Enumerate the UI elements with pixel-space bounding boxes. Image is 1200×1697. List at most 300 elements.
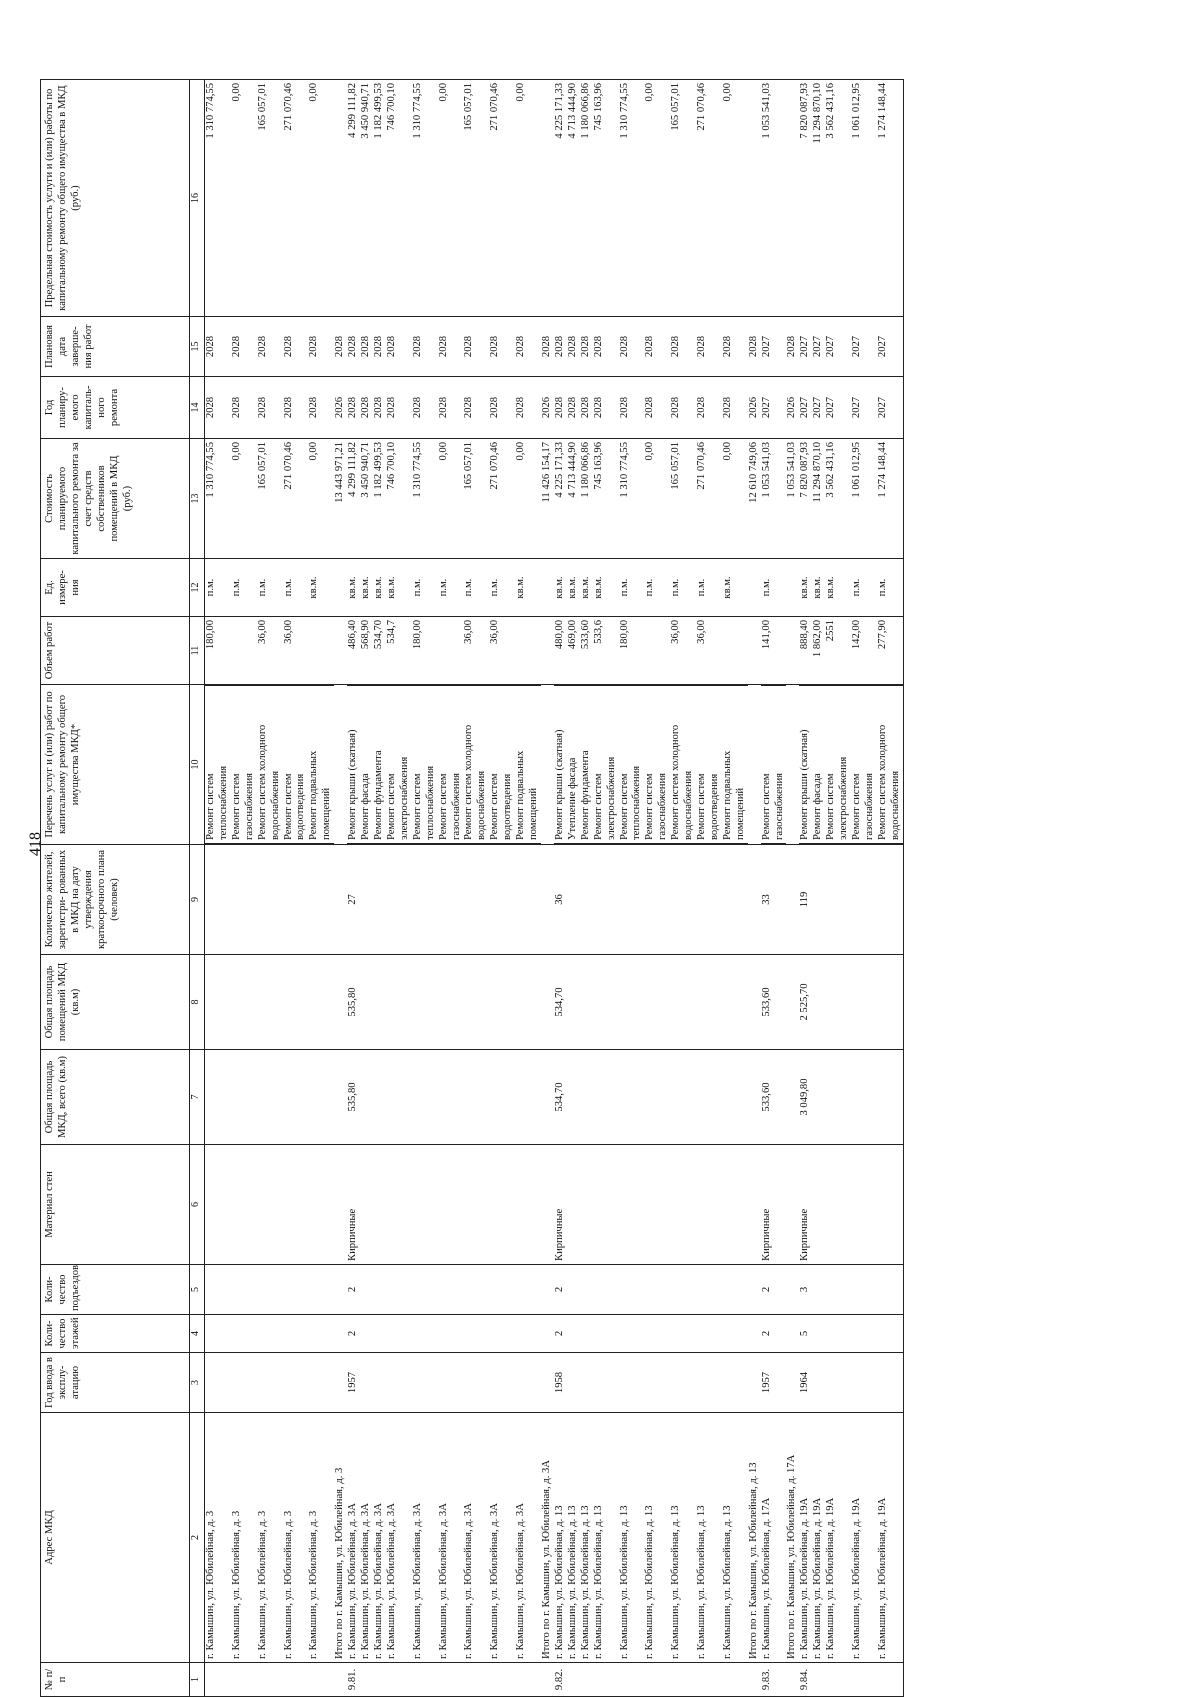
year-built-cell: [412, 1353, 438, 1413]
repair-cost-cell: 1 310 774,55: [205, 439, 231, 559]
column-header: Объем работ: [41, 617, 190, 685]
total-area-cell: [334, 1050, 347, 1145]
unit-cell: кв.м.: [580, 559, 593, 617]
work-volume-cell: 141,00: [761, 617, 787, 685]
repair-cost-cell: 0,00: [438, 439, 464, 559]
plan-year-cell: 2028: [463, 377, 489, 439]
repair-cost-cell: 0,00: [644, 439, 670, 559]
row-number: [489, 1663, 515, 1697]
work-type-cell: Ремонт подвальных помещений: [515, 685, 541, 844]
year-built-cell: [373, 1353, 386, 1413]
residents-cell: [670, 845, 696, 955]
premises-area-cell: [515, 955, 541, 1050]
end-date-cell: 2028: [360, 317, 373, 377]
wall-material-cell: [851, 1145, 877, 1265]
limit-cost-cell: 1 053 541,03: [761, 80, 787, 317]
column-number: 14: [190, 377, 205, 439]
end-date-cell: 2028: [786, 317, 799, 377]
plan-year-cell: 2028: [386, 377, 412, 439]
address-cell: г. Камышин, ул. Юбилейная, д. 3: [257, 1413, 283, 1663]
entrances-cell: [386, 1265, 412, 1315]
address-cell: Итого по г. Камышин, ул. Юбилейная, д. 17А: [786, 1413, 799, 1663]
address-cell: г. Камышин, ул. Юбилейная, д. 13: [567, 1413, 580, 1663]
end-date-cell: 2028: [580, 317, 593, 377]
year-built-cell: [825, 1353, 851, 1413]
column-header: Общая площадь МКД, всего (кв.м): [41, 1050, 190, 1145]
unit-cell: [786, 559, 799, 617]
entrances-cell: [877, 1265, 904, 1315]
row-number: [825, 1663, 851, 1697]
floors-cell: [463, 1315, 489, 1353]
residents-cell: 36: [554, 845, 567, 955]
entrances-cell: [748, 1265, 761, 1315]
premises-area-cell: [283, 955, 309, 1050]
unit-cell: кв.м.: [593, 559, 619, 617]
column-header: Коли- чество подъездов: [41, 1265, 190, 1315]
premises-area-cell: [308, 955, 334, 1050]
limit-cost-cell: 0,00: [308, 80, 334, 317]
premises-area-cell: [696, 955, 722, 1050]
unit-cell: кв.м.: [347, 559, 360, 617]
row-number: 9.82.: [554, 1663, 567, 1697]
repair-cost-cell: 4 225 171,33: [554, 439, 567, 559]
repair-cost-cell: 0,00: [231, 439, 257, 559]
repair-cost-cell: 746 700,10: [386, 439, 412, 559]
unit-cell: кв.м.: [360, 559, 373, 617]
floors-cell: [580, 1315, 593, 1353]
end-date-cell: 2027: [851, 317, 877, 377]
residents-cell: [696, 845, 722, 955]
repair-cost-cell: 0,00: [515, 439, 541, 559]
end-date-cell: 2028: [308, 317, 334, 377]
residents-cell: [644, 845, 670, 955]
residents-cell: [283, 845, 309, 955]
total-area-cell: [231, 1050, 257, 1145]
premises-area-cell: [489, 955, 515, 1050]
entrances-cell: [786, 1265, 799, 1315]
unit-cell: п.м.: [619, 559, 645, 617]
unit-cell: кв.м.: [373, 559, 386, 617]
address-cell: г. Камышин, ул. Юбилейная, д. 19А: [812, 1413, 825, 1663]
residents-cell: [851, 845, 877, 955]
unit-cell: кв.м.: [515, 559, 541, 617]
limit-cost-cell: 3 450 940,71: [360, 80, 373, 317]
column-header: Общая площадь помещений МКД (кв.м): [41, 955, 190, 1050]
wall-material-cell: [386, 1145, 412, 1265]
work-type-cell: Утепление фасада: [567, 685, 580, 844]
unit-cell: кв.м.: [308, 559, 334, 617]
work-type-cell: Ремонт систем теплоснабжения: [412, 685, 438, 844]
entrances-cell: 2: [554, 1265, 567, 1315]
year-built-cell: [851, 1353, 877, 1413]
work-volume-cell: 36,00: [489, 617, 515, 685]
wall-material-cell: [463, 1145, 489, 1265]
total-area-cell: [308, 1050, 334, 1145]
repair-cost-cell: 11 294 870,10: [812, 439, 825, 559]
premises-area-cell: [825, 955, 851, 1050]
row-number: [696, 1663, 722, 1697]
address-cell: г. Камышин, ул. Юбилейная, д. 3: [283, 1413, 309, 1663]
work-type-cell: Ремонт фасада: [812, 685, 825, 844]
table-row: [670, 80, 696, 1697]
limit-cost-cell: 165 057,01: [670, 80, 696, 317]
work-type-cell: Ремонт систем газоснабжения: [231, 685, 257, 844]
residents-cell: [748, 845, 761, 955]
limit-cost-cell: 1 182 499,53: [373, 80, 386, 317]
table-row: [515, 80, 541, 1697]
residents-cell: [360, 845, 373, 955]
year-built-cell: [567, 1353, 580, 1413]
plan-year-cell: 2028: [696, 377, 722, 439]
work-volume-cell: 534,70: [373, 617, 386, 685]
end-date-cell: 2028: [670, 317, 696, 377]
row-number: [257, 1663, 283, 1697]
column-number: 4: [190, 1315, 205, 1353]
limit-cost-cell: 4 713 444,90: [567, 80, 580, 317]
limit-cost-cell: 1 180 066,86: [580, 80, 593, 317]
total-area-cell: [580, 1050, 593, 1145]
premises-area-cell: [373, 955, 386, 1050]
repair-cost-cell: 13 443 971,21: [334, 439, 347, 559]
row-number: [412, 1663, 438, 1697]
address-cell: г. Камышин, ул. Юбилейная, д. 19А: [799, 1413, 812, 1663]
work-volume-cell: 1 862,00: [812, 617, 825, 685]
entrances-cell: [360, 1265, 373, 1315]
premises-area-cell: [670, 955, 696, 1050]
table-row: [412, 80, 438, 1697]
unit-cell: п.м.: [761, 559, 787, 617]
premises-area-cell: 534,70: [554, 955, 567, 1050]
end-date-cell: 2028: [541, 317, 554, 377]
unit-cell: [334, 559, 347, 617]
premises-area-cell: [567, 955, 580, 1050]
premises-area-cell: [619, 955, 645, 1050]
column-number: 10: [190, 685, 205, 845]
entrances-cell: [373, 1265, 386, 1315]
floors-cell: 2: [347, 1315, 360, 1353]
limit-cost-cell: 1 310 774,55: [412, 80, 438, 317]
column-header: Перечень услуг и (или) работ по капитальному ремонту общего имущества МКД*: [41, 685, 190, 845]
unit-cell: кв.м.: [386, 559, 412, 617]
unit-cell: п.м.: [283, 559, 309, 617]
row-number: 9.84.: [799, 1663, 812, 1697]
year-built-cell: [786, 1353, 799, 1413]
premises-area-cell: [877, 955, 904, 1050]
repair-cost-cell: 3 562 431,16: [825, 439, 851, 559]
row-number: [515, 1663, 541, 1697]
unit-cell: п.м.: [205, 559, 231, 617]
floors-cell: [308, 1315, 334, 1353]
work-type-cell: Ремонт систем теплоснабжения: [619, 685, 645, 844]
work-volume-cell: 568,90: [360, 617, 373, 685]
unit-cell: п.м.: [877, 559, 904, 617]
column-number: 9: [190, 845, 205, 955]
table-row: [334, 80, 347, 1697]
row-number: [463, 1663, 489, 1697]
unit-cell: кв.м.: [554, 559, 567, 617]
total-area-cell: [877, 1050, 904, 1145]
table-body: [205, 80, 904, 1697]
limit-cost-cell: 1 061 012,95: [851, 80, 877, 317]
row-number: [308, 1663, 334, 1697]
address-cell: г. Камышин, ул. Юбилейная, д. 13: [580, 1413, 593, 1663]
entrances-cell: [438, 1265, 464, 1315]
wall-material-cell: [567, 1145, 580, 1265]
entrances-cell: [283, 1265, 309, 1315]
floors-cell: 2: [554, 1315, 567, 1353]
repair-cost-cell: 271 070,46: [696, 439, 722, 559]
wall-material-cell: [748, 1145, 761, 1265]
wall-material-cell: [412, 1145, 438, 1265]
limit-cost-cell: [748, 80, 761, 317]
wall-material-cell: [541, 1145, 554, 1265]
unit-cell: п.м.: [231, 559, 257, 617]
row-number: [722, 1663, 748, 1697]
address-cell: Итого по г. Камышин, ул. Юбилейная, д. 3А: [541, 1413, 554, 1663]
year-built-cell: [438, 1353, 464, 1413]
premises-area-cell: [644, 955, 670, 1050]
row-number: [386, 1663, 412, 1697]
limit-cost-cell: 271 070,46: [696, 80, 722, 317]
unit-cell: п.м.: [438, 559, 464, 617]
premises-area-cell: [334, 955, 347, 1050]
column-number: 13: [190, 439, 205, 559]
floors-cell: [670, 1315, 696, 1353]
floors-cell: [412, 1315, 438, 1353]
repair-cost-cell: 165 057,01: [463, 439, 489, 559]
residents-cell: [463, 845, 489, 955]
premises-area-cell: [786, 955, 799, 1050]
residents-cell: [334, 845, 347, 955]
year-built-cell: [541, 1353, 554, 1413]
limit-cost-cell: 165 057,01: [463, 80, 489, 317]
unit-cell: кв.м.: [722, 559, 748, 617]
column-number: 7: [190, 1050, 205, 1145]
wall-material-cell: [308, 1145, 334, 1265]
entrances-cell: [567, 1265, 580, 1315]
work-volume-cell: [541, 617, 554, 685]
residents-cell: [515, 845, 541, 955]
end-date-cell: 2028: [386, 317, 412, 377]
total-area-cell: [515, 1050, 541, 1145]
work-volume-cell: 469,00: [567, 617, 580, 685]
total-area-cell: [825, 1050, 851, 1145]
year-built-cell: [205, 1353, 231, 1413]
column-header: Адрес МКД: [41, 1413, 190, 1663]
year-built-cell: [644, 1353, 670, 1413]
entrances-cell: [541, 1265, 554, 1315]
work-type-cell: Ремонт систем электроснабжения: [593, 685, 619, 844]
work-type-cell: Ремонт систем холодного водоснабжения: [463, 685, 489, 844]
repair-cost-cell: 4 713 444,90: [567, 439, 580, 559]
work-type-cell: Ремонт подвальных помещений: [722, 685, 748, 844]
plan-year-cell: 2026: [786, 377, 799, 439]
year-built-cell: [812, 1353, 825, 1413]
total-area-cell: [696, 1050, 722, 1145]
floors-cell: [205, 1315, 231, 1353]
end-date-cell: 2028: [696, 317, 722, 377]
work-type-cell: Ремонт фундамента: [373, 685, 386, 844]
capital-repair-table: [40, 79, 904, 1697]
column-number: 1: [190, 1663, 205, 1697]
address-cell: г. Камышин, ул. Юбилейная, д. 3: [308, 1413, 334, 1663]
limit-cost-cell: 0,00: [231, 80, 257, 317]
column-number: 3: [190, 1353, 205, 1413]
plan-year-cell: 2028: [580, 377, 593, 439]
plan-year-cell: 2026: [541, 377, 554, 439]
work-volume-cell: 36,00: [257, 617, 283, 685]
year-built-cell: [386, 1353, 412, 1413]
address-cell: г. Камышин, ул. Юбилейная, д. 3А: [360, 1413, 373, 1663]
table-row: [786, 80, 799, 1697]
row-number: [619, 1663, 645, 1697]
floors-cell: [644, 1315, 670, 1353]
entrances-cell: 2: [761, 1265, 787, 1315]
plan-year-cell: 2027: [812, 377, 825, 439]
floors-cell: [812, 1315, 825, 1353]
end-date-cell: 2028: [373, 317, 386, 377]
work-type-cell: Ремонт систем водоотведения: [489, 685, 515, 844]
wall-material-cell: [696, 1145, 722, 1265]
entrances-cell: [515, 1265, 541, 1315]
plan-year-cell: 2028: [373, 377, 386, 439]
column-header: Ед. измере- ния: [41, 559, 190, 617]
row-number: [360, 1663, 373, 1697]
premises-area-cell: [722, 955, 748, 1050]
row-number: [283, 1663, 309, 1697]
residents-cell: [812, 845, 825, 955]
entrances-cell: [696, 1265, 722, 1315]
table-row: [799, 80, 812, 1697]
work-type-cell: Ремонт систем теплоснабжения: [205, 685, 231, 844]
unit-cell: кв.м.: [567, 559, 580, 617]
end-date-cell: 2028: [489, 317, 515, 377]
entrances-cell: [489, 1265, 515, 1315]
row-number: 9.83.: [761, 1663, 787, 1697]
floors-cell: [748, 1315, 761, 1353]
column-header: Материал стен: [41, 1145, 190, 1265]
work-volume-cell: 277,90: [877, 617, 904, 685]
address-cell: г. Камышин, ул. Юбилейная, д. 3А: [489, 1413, 515, 1663]
total-area-cell: [463, 1050, 489, 1145]
total-area-cell: [644, 1050, 670, 1145]
total-area-cell: [541, 1050, 554, 1145]
end-date-cell: 2027: [799, 317, 812, 377]
repair-cost-cell: 4 299 111,82: [347, 439, 360, 559]
limit-cost-cell: 3 562 431,16: [825, 80, 851, 317]
total-area-cell: [593, 1050, 619, 1145]
column-number: 5: [190, 1265, 205, 1315]
wall-material-cell: [786, 1145, 799, 1265]
row-number: [438, 1663, 464, 1697]
address-cell: г. Камышин, ул. Юбилейная, д. 3: [231, 1413, 257, 1663]
limit-cost-cell: 7 820 087,93: [799, 80, 812, 317]
total-area-cell: 533,60: [761, 1050, 787, 1145]
premises-area-cell: [386, 955, 412, 1050]
table-row: [360, 80, 373, 1697]
unit-cell: п.м.: [670, 559, 696, 617]
year-built-cell: [619, 1353, 645, 1413]
header-row: [41, 80, 190, 1697]
plan-year-cell: 2028: [554, 377, 567, 439]
row-number: [567, 1663, 580, 1697]
wall-material-cell: [812, 1145, 825, 1265]
total-area-cell: 535,80: [347, 1050, 360, 1145]
floors-cell: [386, 1315, 412, 1353]
repair-cost-cell: 1 061 012,95: [851, 439, 877, 559]
address-cell: г. Камышин, ул. Юбилейная, д. 13: [670, 1413, 696, 1663]
table-row: [593, 80, 619, 1697]
residents-cell: [386, 845, 412, 955]
work-volume-cell: 2551: [825, 617, 851, 685]
premises-area-cell: [593, 955, 619, 1050]
total-area-cell: [567, 1050, 580, 1145]
plan-year-cell: 2028: [644, 377, 670, 439]
repair-cost-cell: 1 310 774,55: [619, 439, 645, 559]
floors-cell: [438, 1315, 464, 1353]
wall-material-cell: [670, 1145, 696, 1265]
work-volume-cell: [515, 617, 541, 685]
premises-area-cell: [463, 955, 489, 1050]
plan-year-cell: 2028: [670, 377, 696, 439]
premises-area-cell: [748, 955, 761, 1050]
entrances-cell: [825, 1265, 851, 1315]
end-date-cell: 2028: [554, 317, 567, 377]
floors-cell: [283, 1315, 309, 1353]
work-type-cell: Ремонт систем холодного водоснабжения: [670, 685, 696, 844]
column-header: Год ввода в эксплу- атацию: [41, 1353, 190, 1413]
entrances-cell: [812, 1265, 825, 1315]
residents-cell: [205, 845, 231, 955]
repair-cost-cell: 165 057,01: [670, 439, 696, 559]
row-number: 9.81.: [347, 1663, 360, 1697]
table-row: [877, 80, 904, 1697]
end-date-cell: 2027: [761, 317, 787, 377]
wall-material-cell: [438, 1145, 464, 1265]
floors-cell: [334, 1315, 347, 1353]
table-row: [761, 80, 787, 1697]
limit-cost-cell: 165 057,01: [257, 80, 283, 317]
floors-cell: [696, 1315, 722, 1353]
row-number: [205, 1663, 231, 1697]
table-row: [580, 80, 593, 1697]
premises-area-cell: [541, 955, 554, 1050]
limit-cost-cell: 4 225 171,33: [554, 80, 567, 317]
year-built-cell: [722, 1353, 748, 1413]
work-volume-cell: 180,00: [205, 617, 231, 685]
work-type-cell: Ремонт крыши (скатная): [347, 685, 360, 844]
total-area-cell: [283, 1050, 309, 1145]
address-cell: г. Камышин, ул. Юбилейная, д. 19А: [825, 1413, 851, 1663]
residents-cell: [722, 845, 748, 955]
end-date-cell: 2028: [722, 317, 748, 377]
entrances-cell: [308, 1265, 334, 1315]
row-number: [334, 1663, 347, 1697]
table-row: [386, 80, 412, 1697]
repair-cost-cell: 1 182 499,53: [373, 439, 386, 559]
page-number: 418: [27, 832, 44, 856]
repair-cost-cell: 3 450 940,71: [360, 439, 373, 559]
plan-year-cell: 2027: [761, 377, 787, 439]
end-date-cell: 2028: [619, 317, 645, 377]
repair-cost-cell: 12 610 749,06: [748, 439, 761, 559]
floors-cell: [786, 1315, 799, 1353]
plan-year-cell: 2028: [567, 377, 580, 439]
limit-cost-cell: 746 700,10: [386, 80, 412, 317]
table-row: [283, 80, 309, 1697]
wall-material-cell: [373, 1145, 386, 1265]
total-area-cell: [412, 1050, 438, 1145]
